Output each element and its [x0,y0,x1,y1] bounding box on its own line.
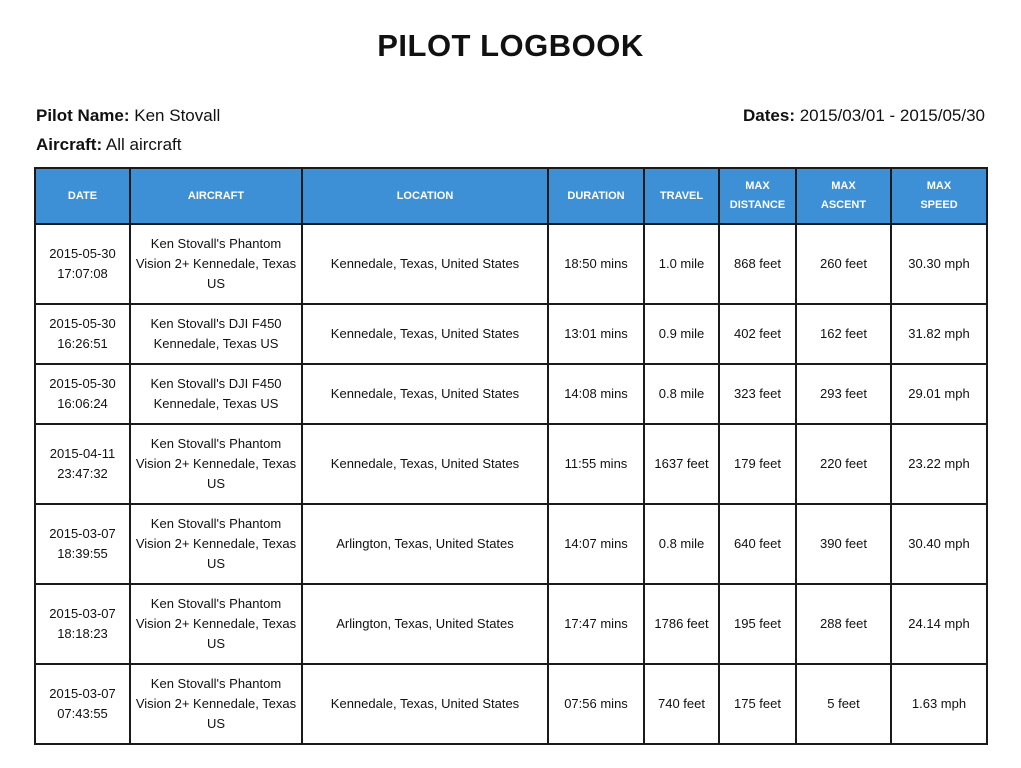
cell-aircraft: Ken Stovall's Phantom Vision 2+ Kennedale, Texas US [130,504,302,584]
cell-duration: 13:01 mins [548,304,644,364]
page-title: PILOT LOGBOOK [377,28,644,63]
cell-max-speed: 1.63 mph [891,664,987,744]
cell-max-ascent: 260 feet [796,224,891,304]
cell-aircraft: Ken Stovall's DJI F450 Kennedale, Texas US [130,304,302,364]
table-row [35,504,987,584]
cell-max-speed: 29.01 mph [891,364,987,424]
column-header-max-ascent [796,168,891,224]
table-row [35,304,987,364]
date-range-label: Dates: [743,106,795,125]
cell-max-distance: 640 feet [719,504,796,584]
cell-travel: 1786 feet [644,584,719,664]
column-header-max-distance-line2: DISTANCE [729,199,786,211]
cell-max-speed: 24.14 mph [891,584,987,664]
column-header-max-ascent-line1: MAX [831,180,856,192]
column-header-max-distance [719,168,796,224]
date-range-value: 2015/03/01 - 2015/05/30 [799,106,985,125]
pilot-name-value: Ken Stovall [134,106,221,125]
logbook-table [34,167,988,745]
column-header-duration: DURATION [548,168,644,224]
cell-travel: 1.0 mile [644,224,719,304]
column-header-max-ascent-line2: ASCENT [820,199,867,211]
cell-location: Kennedale, Texas, United States [302,364,548,424]
cell-aircraft: Ken Stovall's Phantom Vision 2+ Kennedale, Texas US [130,424,302,504]
cell-max-ascent: 288 feet [796,584,891,664]
cell-aircraft: Ken Stovall's Phantom Vision 2+ Kennedale, Texas US [130,664,302,744]
cell-max-ascent: 5 feet [796,664,891,744]
cell-max-ascent: 293 feet [796,364,891,424]
cell-max-speed: 23.22 mph [891,424,987,504]
cell-max-ascent: 390 feet [796,504,891,584]
cell-date: 2015-03-07 18:18:23 [35,584,130,664]
column-header-travel: TRAVEL [644,168,719,224]
date-range [743,106,985,126]
cell-location: Kennedale, Texas, United States [302,424,548,504]
column-header-max-speed-line1: MAX [926,180,952,192]
table-row [35,664,987,744]
cell-max-speed: 31.82 mph [891,304,987,364]
cell-duration: 14:08 mins [548,364,644,424]
cell-max-speed: 30.30 mph [891,224,987,304]
cell-max-distance: 868 feet [719,224,796,304]
cell-location: Kennedale, Texas, United States [302,304,548,364]
cell-date: 2015-05-30 16:06:24 [35,364,130,424]
cell-max-distance: 195 feet [719,584,796,664]
cell-duration: 11:55 mins [548,424,644,504]
cell-max-ascent: 220 feet [796,424,891,504]
table-header-row [35,168,987,224]
column-header-max-speed [891,168,987,224]
pilot-name-label: Pilot Name: [36,106,130,125]
table-row [35,224,987,304]
cell-max-distance: 175 feet [719,664,796,744]
cell-location: Arlington, Texas, United States [302,504,548,584]
table-row [35,584,987,664]
cell-max-distance: 179 feet [719,424,796,504]
cell-aircraft: Ken Stovall's Phantom Vision 2+ Kennedale, Texas US [130,224,302,304]
cell-date: 2015-03-07 18:39:55 [35,504,130,584]
aircraft-filter-label: Aircraft: [36,135,103,154]
cell-aircraft: Ken Stovall's DJI F450 Kennedale, Texas US [130,364,302,424]
cell-date: 2015-05-30 17:07:08 [35,224,130,304]
aircraft-filter [36,135,182,155]
cell-max-distance: 402 feet [719,304,796,364]
cell-travel: 740 feet [644,664,719,744]
cell-max-ascent: 162 feet [796,304,891,364]
column-header-date: DATE [35,168,130,224]
cell-aircraft: Ken Stovall's Phantom Vision 2+ Kennedale, Texas US [130,584,302,664]
column-header-max-speed-line2: SPEED [920,199,958,211]
cell-max-speed: 30.40 mph [891,504,987,584]
pilot-name [36,106,220,126]
cell-location: Arlington, Texas, United States [302,584,548,664]
cell-location: Kennedale, Texas, United States [302,664,548,744]
cell-date: 2015-05-30 16:26:51 [35,304,130,364]
cell-location: Kennedale, Texas, United States [302,224,548,304]
cell-duration: 18:50 mins [548,224,644,304]
cell-duration: 07:56 mins [548,664,644,744]
cell-date: 2015-03-07 07:43:55 [35,664,130,744]
table-row [35,424,987,504]
column-header-location: LOCATION [302,168,548,224]
cell-travel: 0.8 mile [644,504,719,584]
cell-duration: 17:47 mins [548,584,644,664]
cell-travel: 0.9 mile [644,304,719,364]
aircraft-filter-value: All aircraft [105,135,182,154]
cell-date: 2015-04-11 23:47:32 [35,424,130,504]
column-header-max-distance-line1: MAX [745,180,770,192]
column-header-aircraft: AIRCRAFT [130,168,302,224]
cell-travel: 0.8 mile [644,364,719,424]
cell-duration: 14:07 mins [548,504,644,584]
cell-max-distance: 323 feet [719,364,796,424]
table-row [35,364,987,424]
cell-travel: 1637 feet [644,424,719,504]
